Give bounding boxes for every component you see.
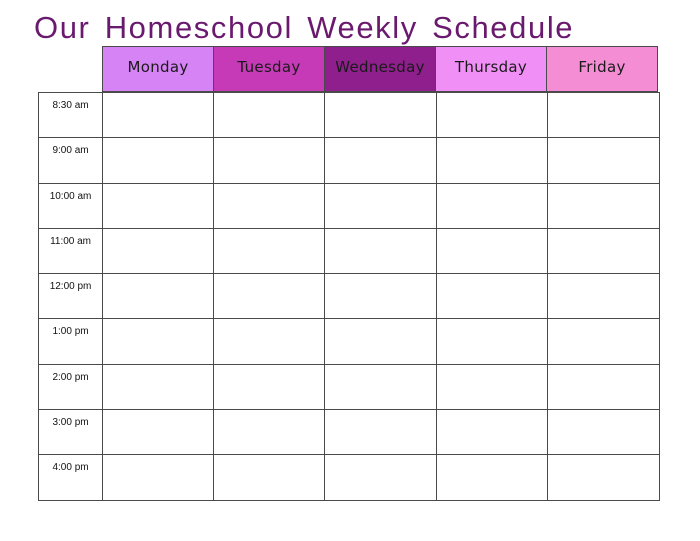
- schedule-cell-thursday[interactable]: [436, 183, 547, 228]
- schedule-cell-tuesday[interactable]: [214, 364, 325, 409]
- schedule-cell-wednesday[interactable]: [325, 410, 436, 455]
- schedule-cell-monday[interactable]: [103, 93, 214, 138]
- day-header-row: [102, 46, 660, 92]
- day-header-thursday: Thursday: [435, 46, 546, 92]
- schedule-cell-friday[interactable]: [547, 93, 659, 138]
- schedule-cell-thursday[interactable]: [436, 274, 547, 319]
- time-label: 4:00 pm: [39, 455, 103, 500]
- schedule-cell-tuesday[interactable]: [214, 455, 325, 500]
- schedule-cell-wednesday[interactable]: [325, 455, 436, 500]
- schedule-cell-thursday[interactable]: [436, 228, 547, 273]
- schedule-cell-thursday[interactable]: [436, 319, 547, 364]
- schedule-table: [38, 92, 660, 501]
- schedule-cell-tuesday[interactable]: [214, 274, 325, 319]
- schedule-cell-friday[interactable]: [547, 274, 659, 319]
- schedule-cell-thursday[interactable]: [436, 364, 547, 409]
- schedule-cell-tuesday[interactable]: [214, 228, 325, 273]
- schedule-cell-friday[interactable]: [547, 319, 659, 364]
- time-label: 3:00 pm: [39, 410, 103, 455]
- schedule-cell-monday[interactable]: [103, 364, 214, 409]
- schedule-title: Our Homeschool Weekly Schedule: [34, 10, 575, 45]
- time-label: 8:30 am: [39, 93, 103, 138]
- schedule-cell-thursday[interactable]: [436, 410, 547, 455]
- schedule-cell-tuesday[interactable]: [214, 138, 325, 183]
- day-header-monday: Monday: [102, 46, 213, 92]
- schedule-cell-wednesday[interactable]: [325, 183, 436, 228]
- schedule-cell-wednesday[interactable]: [325, 364, 436, 409]
- schedule-cell-wednesday[interactable]: [325, 319, 436, 364]
- time-slot-row: [39, 274, 660, 319]
- schedule-cell-tuesday[interactable]: [214, 410, 325, 455]
- schedule-cell-friday[interactable]: [547, 364, 659, 409]
- time-slot-row: [39, 138, 660, 183]
- schedule-cell-friday[interactable]: [547, 410, 659, 455]
- schedule-cell-wednesday[interactable]: [325, 228, 436, 273]
- schedule-cell-wednesday[interactable]: [325, 274, 436, 319]
- time-slot-row: [39, 228, 660, 273]
- schedule-cell-friday[interactable]: [547, 228, 659, 273]
- schedule-cell-monday[interactable]: [103, 455, 214, 500]
- time-label: 9:00 am: [39, 138, 103, 183]
- time-slot-row: [39, 183, 660, 228]
- schedule-cell-wednesday[interactable]: [325, 93, 436, 138]
- day-header-tuesday: Tuesday: [213, 46, 324, 92]
- schedule-cell-thursday[interactable]: [436, 455, 547, 500]
- schedule-cell-monday[interactable]: [103, 274, 214, 319]
- schedule-cell-tuesday[interactable]: [214, 319, 325, 364]
- day-header-wednesday: Wednesday: [324, 46, 435, 92]
- time-slot-row: [39, 364, 660, 409]
- schedule-cell-monday[interactable]: [103, 319, 214, 364]
- schedule-cell-tuesday[interactable]: [214, 93, 325, 138]
- schedule-cell-monday[interactable]: [103, 183, 214, 228]
- schedule-cell-wednesday[interactable]: [325, 138, 436, 183]
- schedule-body: [39, 93, 660, 501]
- schedule-cell-tuesday[interactable]: [214, 183, 325, 228]
- time-slot-row: [39, 93, 660, 138]
- time-label: 12:00 pm: [39, 274, 103, 319]
- schedule-cell-friday[interactable]: [547, 455, 659, 500]
- schedule-cell-friday[interactable]: [547, 183, 659, 228]
- schedule-cell-monday[interactable]: [103, 138, 214, 183]
- schedule-cell-friday[interactable]: [547, 138, 659, 183]
- time-label: 11:00 am: [39, 228, 103, 273]
- schedule-cell-thursday[interactable]: [436, 93, 547, 138]
- day-header-friday: Friday: [546, 46, 658, 92]
- schedule-cell-monday[interactable]: [103, 410, 214, 455]
- schedule-cell-monday[interactable]: [103, 228, 214, 273]
- schedule-cell-thursday[interactable]: [436, 138, 547, 183]
- time-label: 1:00 pm: [39, 319, 103, 364]
- time-slot-row: [39, 455, 660, 500]
- time-slot-row: [39, 410, 660, 455]
- time-label: 2:00 pm: [39, 364, 103, 409]
- time-slot-row: [39, 319, 660, 364]
- time-label: 10:00 am: [39, 183, 103, 228]
